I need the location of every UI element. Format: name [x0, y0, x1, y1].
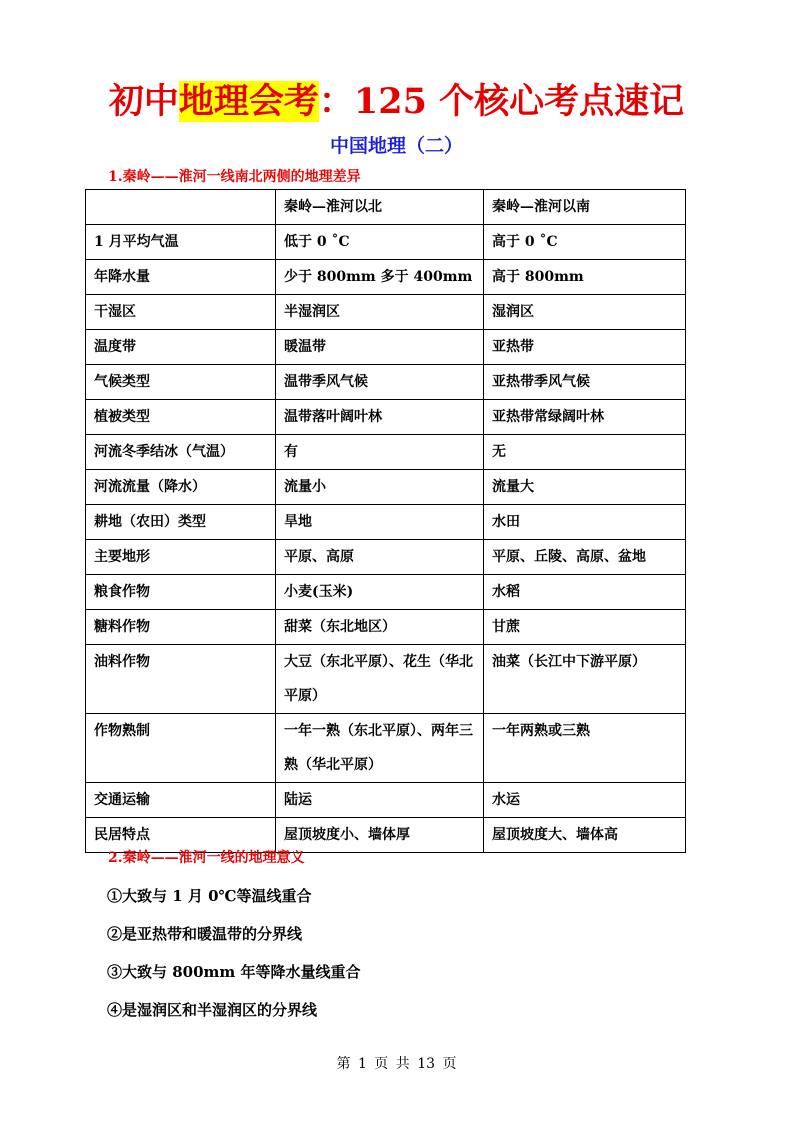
table-row	[86, 260, 686, 295]
section-2-heading: 2.秦岭——淮河一线的地理意义	[108, 850, 305, 866]
table-row	[86, 783, 686, 818]
table-cell: 油菜（长江中下游平原）	[484, 645, 686, 714]
page-footer: 第 1 页 共 13 页	[336, 1056, 457, 1072]
table-row	[86, 714, 686, 783]
table-cell: 低于 0 ˚C	[276, 225, 484, 260]
table-cell: 民居特点	[86, 818, 276, 853]
table-cell: 屋顶坡度大、墙体高	[484, 818, 686, 853]
table-cell: 平原、高原	[276, 540, 484, 575]
table-cell: 流量大	[484, 470, 686, 505]
table-cell: 甘蔗	[484, 610, 686, 645]
table-cell: 屋顶坡度小、墙体厚	[276, 818, 484, 853]
table-row	[86, 575, 686, 610]
table-header-row	[86, 190, 686, 225]
table-cell: 湿润区	[484, 295, 686, 330]
table-cell: 亚热带常绿阔叶林	[484, 400, 686, 435]
table-cell: 主要地形	[86, 540, 276, 575]
table-cell: 河流流量（降水）	[86, 470, 276, 505]
title-suffix: ：125 个核心考点速记	[318, 81, 685, 122]
table-cell: 年降水量	[86, 260, 276, 295]
table-cell: 河流冬季结冰（气温）	[86, 435, 276, 470]
table-cell: 有	[276, 435, 484, 470]
table-cell: 平原、丘陵、高原、盆地	[484, 540, 686, 575]
table-cell: 一年两熟或三熟	[484, 714, 686, 783]
table-row	[86, 365, 686, 400]
list-item: ②是亚热带和暖温带的分界线	[107, 925, 303, 943]
table-cell: 油料作物	[86, 645, 276, 714]
table-cell: 水稻	[484, 575, 686, 610]
table-cell: 水运	[484, 783, 686, 818]
table-row	[86, 330, 686, 365]
table-cell: 高于 0 ˚C	[484, 225, 686, 260]
table-cell: 暖温带	[276, 330, 484, 365]
table-cell: 水田	[484, 505, 686, 540]
table-row	[86, 645, 686, 714]
table-cell: 小麦(玉米)	[276, 575, 484, 610]
table-cell: 交通运输	[86, 783, 276, 818]
table-header-cell: 秦岭—淮河以北	[276, 190, 484, 225]
table-cell: 耕地（农田）类型	[86, 505, 276, 540]
table-row	[86, 400, 686, 435]
table-cell: 亚热带季风气候	[484, 365, 686, 400]
table-row	[86, 295, 686, 330]
table-row	[86, 435, 686, 470]
table-row	[86, 470, 686, 505]
table-cell: 亚热带	[484, 330, 686, 365]
table-row	[86, 540, 686, 575]
table-cell: 温度带	[86, 330, 276, 365]
table-cell: 大豆（东北平原）、花生（华北平原）	[276, 645, 484, 714]
title-highlight: 地理会考	[178, 81, 319, 122]
table-row	[86, 505, 686, 540]
list-item: ①大致与 1 月 0℃等温线重合	[107, 887, 312, 905]
table-row	[86, 818, 686, 853]
page-title	[0, 78, 793, 126]
table-cell: 作物熟制	[86, 714, 276, 783]
table-cell: 糖料作物	[86, 610, 276, 645]
table-cell: 温带落叶阔叶林	[276, 400, 484, 435]
table-cell: 陆运	[276, 783, 484, 818]
list-item: ④是湿润区和半湿润区的分界线	[107, 1001, 318, 1019]
title-prefix: 初中	[108, 81, 179, 122]
table-cell: 气候类型	[86, 365, 276, 400]
table-cell: 少于 800mm 多于 400mm	[276, 260, 484, 295]
table-cell: 旱地	[276, 505, 484, 540]
table-cell: 甜菜（东北地区）	[276, 610, 484, 645]
table-cell: 无	[484, 435, 686, 470]
page-subtitle: 中国地理（二）	[329, 135, 463, 157]
table-cell: 植被类型	[86, 400, 276, 435]
table-cell: 粮食作物	[86, 575, 276, 610]
table-header-cell	[86, 190, 276, 225]
table-row	[86, 610, 686, 645]
table-cell: 高于 800mm	[484, 260, 686, 295]
table-cell: 一年一熟（东北平原）、两年三熟（华北平原）	[276, 714, 484, 783]
table-cell: 半湿润区	[276, 295, 484, 330]
table-cell: 流量小	[276, 470, 484, 505]
comparison-table	[85, 189, 686, 853]
significance-list	[107, 880, 361, 1032]
table-cell: 温带季风气候	[276, 365, 484, 400]
table-header-cell: 秦岭—淮河以南	[484, 190, 686, 225]
table-row	[86, 225, 686, 260]
section-1-heading: 1.秦岭——淮河一线南北两侧的地理差异	[108, 169, 361, 185]
table-cell: 干湿区	[86, 295, 276, 330]
table-cell: 1 月平均气温	[86, 225, 276, 260]
list-item: ③大致与 800mm 年等降水量线重合	[107, 963, 361, 981]
